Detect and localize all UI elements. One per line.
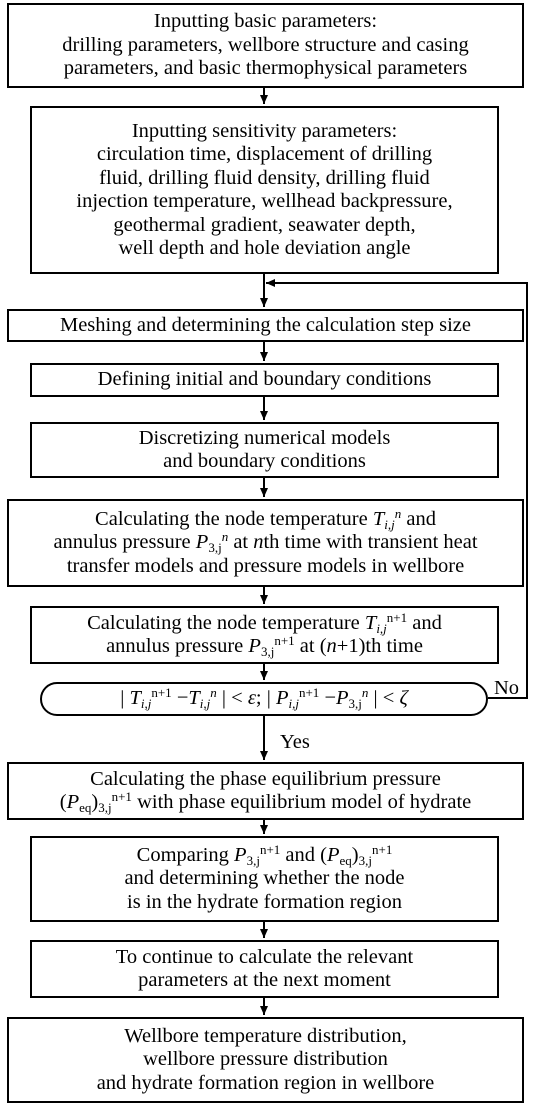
output-line-3: and hydrate formation region in wellbore [96, 1071, 435, 1094]
no-branch-label: No [494, 677, 520, 699]
calc-nth-line-3: transfer models and pressure models in wellbore [66, 554, 465, 577]
phase-equilibrium-box [7, 762, 524, 820]
sensitivity-line-6: well depth and hole deviation angle [118, 237, 411, 259]
calc-next-line-2: annulus pressure $P_{3,j}^{n+1}$ at (n+1)th time [106, 633, 423, 659]
discretizing-line-1: Discretizing numerical models [138, 426, 391, 449]
meshing-text: Meshing and determining the calculation step size [59, 313, 472, 336]
phase-eq-line-1: Calculating the phase equilibrium pressure [90, 767, 441, 790]
convergence-check-box [40, 682, 488, 716]
continue-line-2: parameters at the next moment [138, 969, 391, 991]
calc-next-time-box [30, 606, 499, 664]
meshing-box [7, 309, 524, 342]
initial-conditions-text: Defining initial and boundary conditions [97, 368, 432, 391]
comparing-line-2: and determining whether the node [124, 867, 405, 890]
yes-branch-label: Yes [280, 731, 310, 753]
sensitivity-line-1: Inputting sensitivity parameters: [131, 119, 398, 142]
basic-parameters-line-3: parameters, and basic thermophysical parameters [63, 57, 468, 80]
sensitivity-line-2: circulation time, displacement of drilling [96, 143, 433, 165]
continue-box [30, 940, 499, 998]
comparing-line-3: is in the hydrate formation region [127, 890, 402, 913]
basic-parameters-box [7, 3, 524, 88]
phase-eq-line-2: $(P_{eq})_{3,j}^{n+1}$ with phase equilibrium model of hydrate [59, 789, 472, 815]
comparing-line-1: Comparing $P_{3,j}^{n+1}$ and $(P_{eq})_{3,j}^{n+1}$ [136, 841, 393, 868]
discretizing-line-2: and boundary conditions [163, 450, 366, 472]
sensitivity-line-3: fluid, drilling fluid density, drilling fluid [99, 166, 430, 189]
calc-nth-line-2: annulus pressure $P_{3,j}^n$ at nth time with transient heat [53, 529, 478, 556]
sensitivity-line-5: geothermal gradient, seawater depth, [113, 213, 416, 236]
output-box [7, 1017, 524, 1103]
output-line-1: Wellbore temperature distribution, [124, 1024, 407, 1047]
calc-nth-time-box [7, 499, 524, 587]
output-line-2: wellbore pressure distribution [143, 1048, 388, 1071]
calc-nth-line-1: Calculating the node temperature $T_{i,j}^n$ and [95, 505, 436, 532]
discretizing-box [30, 422, 499, 478]
basic-parameters-line-1: Inputting basic parameters: [153, 10, 378, 33]
basic-parameters-line-2: drilling parameters, wellbore structure and casing [62, 33, 469, 56]
comparing-box [30, 836, 499, 922]
continue-line-1: To continue to calculate the relevant [115, 945, 414, 968]
convergence-condition: | $T_{i,j}^{n+1} -T_{i,j}^n$ | < ε; | $P_{i,j}^{n+1} -P_{3,j}^n$ | < ζ [120, 685, 408, 712]
sensitivity-line-4: injection temperature, wellhead backpressure, [76, 190, 453, 212]
calc-next-line-1: Calculating the node temperature $T_{i,j}^{n+1}$ and [87, 609, 442, 636]
initial-conditions-box [30, 363, 499, 397]
sensitivity-parameters-box [30, 106, 499, 274]
